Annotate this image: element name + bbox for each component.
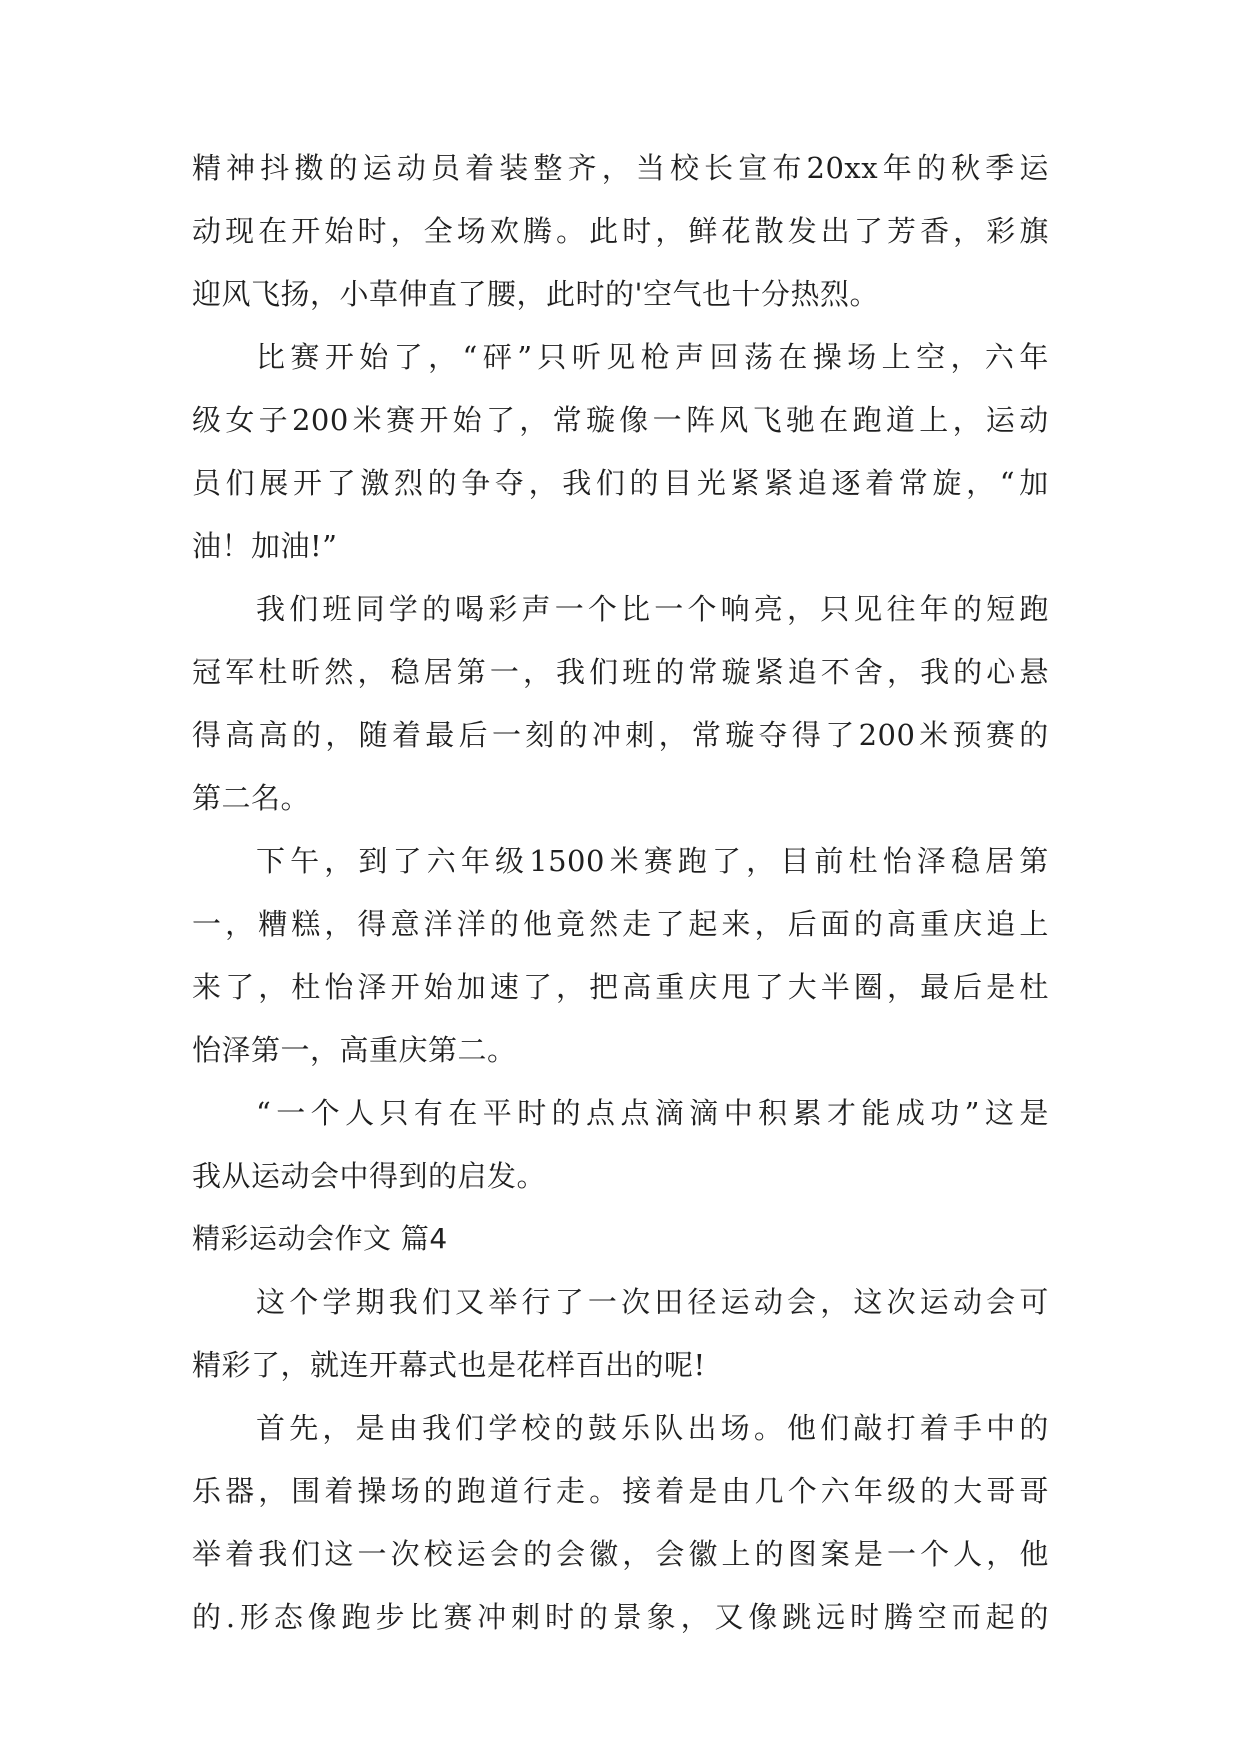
body-text-line: 来 了 ， 杜 怡 泽 开 始 加 速 了 ， 把 高 重 庆 甩 了 大 半 圈 ， 最 后 是 杜 xyxy=(192,970,1049,1004)
body-text-line: 得 高 高 的 ， 随 着 最 后 一 刻 的 冲 刺 ， 常 璇 夺 得 了 200 米 预 赛 的 xyxy=(192,718,1049,752)
body-text-line: 动 现 在 开 始 时 ， 全 场 欢 腾 。 此 时 ， 鲜 花 散 发 出 了 芳 香 ， 彩 旗 xyxy=(192,214,1049,248)
body-text-line: 级 女 子 200 米 赛 开 始 了 ， 常 璇 像 一 阵 风 飞 驰 在 跑 道 上 ， 运 动 xyxy=(192,403,1049,437)
body-text-line: 精彩了，就连开幕式也是花样百出的呢! xyxy=(192,1348,706,1382)
body-text-line: 迎风飞扬，小草伸直了腰，此时的'空气也十分热烈。 xyxy=(192,277,879,311)
body-text-line: 乐 器 ， 围 着 操 场 的 跑 道 行 走 。 接 着 是 由 几 个 六 年 级 的 大 哥 哥 xyxy=(192,1474,1049,1508)
body-text-line: 这 个 学 期 我 们 又 举 行 了 一 次 田 径 运 动 会 ， 这 次 运 动 会 可 xyxy=(256,1285,1049,1319)
body-text-line: 我从运动会中得到的启发。 xyxy=(192,1159,547,1193)
body-text-line: 首 先 ， 是 由 我 们 学 校 的 鼓 乐 队 出 场 。 他 们 敲 打 着 手 中 的 xyxy=(256,1411,1049,1445)
body-text-line: 举 着 我 们 这 一 次 校 运 会 的 会 徽 ， 会 徽 上 的 图 案 是 一 个 人 ， 他 xyxy=(192,1537,1049,1571)
body-text-line: 的 . 形 态 像 跑 步 比 赛 冲 刺 时 的 景 象 ， 又 像 跳 远 时 腾 空 而 起 的 xyxy=(192,1600,1049,1634)
body-text-line: 一 ， 糟 糕 ， 得 意 洋 洋 的 他 竟 然 走 了 起 来 ， 后 面 的 高 重 庆 追 上 xyxy=(192,907,1049,941)
body-text-line: 比 赛 开 始 了 ， “ 砰 ” 只 听 见 枪 声 回 荡 在 操 场 上 空 ， 六 年 xyxy=(256,340,1049,374)
body-text-line: 第二名。 xyxy=(192,781,311,815)
section-heading: 精彩运动会作文 篇4 xyxy=(192,1222,448,1255)
body-text-line: 我 们 班 同 学 的 喝 彩 声 一 个 比 一 个 响 亮 ， 只 见 往 年 的 短 跑 xyxy=(256,592,1049,626)
body-text-line: 员 们 展 开 了 激 烈 的 争 夺 ， 我 们 的 目 光 紧 紧 追 逐 着 常 旋 ， “ 加 xyxy=(192,466,1049,500)
body-text-line: 冠 军 杜 昕 然 ， 稳 居 第 一 ， 我 们 班 的 常 璇 紧 追 不 舍 ， 我 的 心 悬 xyxy=(192,655,1049,689)
body-text-line: 油！加油!” xyxy=(192,529,338,563)
body-text-line: 怡泽第一，高重庆第二。 xyxy=(192,1033,517,1067)
body-text-line: 下 午 ， 到 了 六 年 级 1500 米 赛 跑 了 ， 目 前 杜 怡 泽 稳 居 第 xyxy=(256,844,1049,878)
body-text-line: 精 神 抖 擞 的 运 动 员 着 装 整 齐 ， 当 校 长 宣 布 20xx 年 的 秋 季 运 xyxy=(192,151,1049,185)
body-text-line: “ 一 个 人 只 有 在 平 时 的 点 点 滴 滴 中 积 累 才 能 成 功 ” 这 是 xyxy=(256,1096,1049,1130)
